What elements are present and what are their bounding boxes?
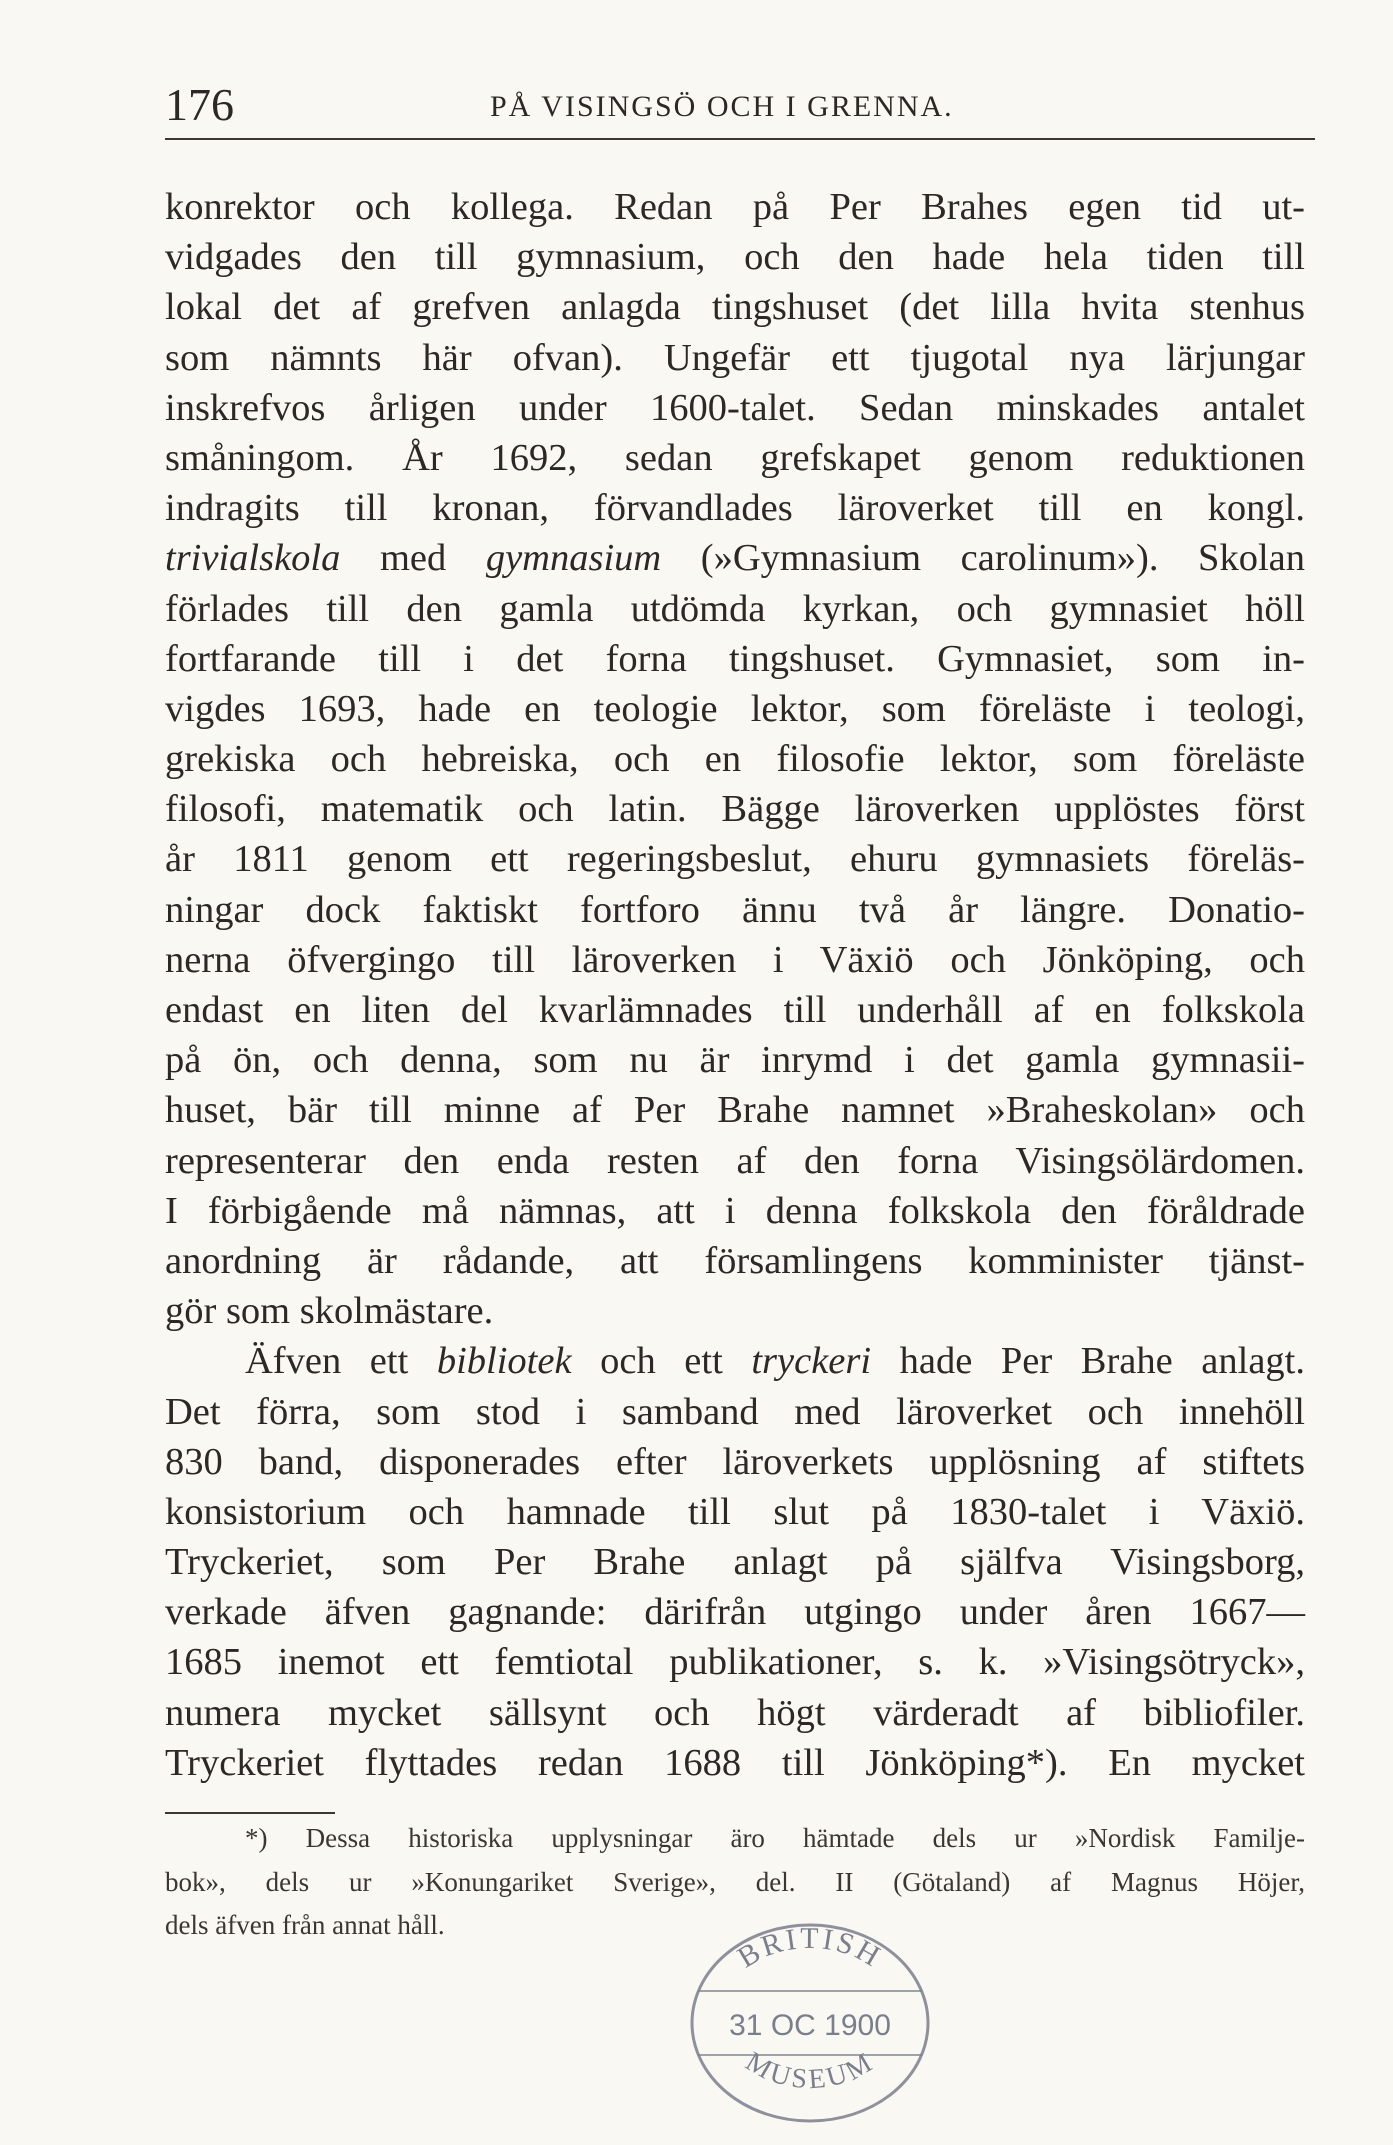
text-line: år 1811 genom ett regeringsbeslut, ehuru gymnasiets föreläs- — [165, 838, 1305, 881]
header-rule — [165, 138, 1315, 140]
stamp-top-text: BRITISH — [731, 1921, 888, 1975]
text-line: vidgades den till gymnasium, och den hade hela tiden till — [165, 236, 1305, 279]
text-line: huset, bär till minne af Per Brahe namnet »Braheskolan» och — [165, 1089, 1305, 1132]
footnote-line: *) Dessa historiska upplysningar äro hämtade dels ur »Nordisk Familje- — [245, 1823, 1305, 1853]
text-line: småningom. År 1692, sedan grefskapet genom reduktionen — [165, 436, 1305, 479]
text-line: Äfven ett bibliotek och ett tryckeri hade Per Brahe anlagt. — [245, 1340, 1305, 1383]
text-line: anordning är rådande, att församlingens komminister tjänst- — [165, 1239, 1305, 1282]
footnote-line: bok», dels ur »Konungariket Sverige», del. II (Götaland) af Magnus Höjer, — [165, 1866, 1305, 1897]
text-line: ningar dock faktiskt fortforo ännu två år längre. Donatio- — [165, 888, 1305, 931]
library-stamp — [680, 1905, 940, 2130]
text-line: förlades till den gamla utdömda kyrkan, och gymnasiet höll — [165, 587, 1305, 630]
body-text — [165, 182, 1305, 1788]
text-line: trivialskola med gymnasium (»Gymnasium carolinum»). Skolan — [165, 537, 1305, 580]
text-line: inskrefvos årligen under 1600-talet. Sedan minskades antalet — [165, 386, 1305, 429]
text-line: I förbigående må nämnas, att i denna folkskola den föråldrade — [165, 1189, 1305, 1232]
text-line: Det förra, som stod i samband med läroverket och innehöll — [165, 1390, 1305, 1433]
text-line: konrektor och kollega. Redan på Per Brahes egen tid ut- — [165, 186, 1305, 228]
text-line: filosofi, matematik och latin. Bägge läroverken upplöstes först — [165, 788, 1305, 831]
text-line: gör som skolmästare. — [165, 1290, 494, 1333]
svg-text:BRITISH — [732, 1922, 888, 1975]
italic-term: gymnasium — [485, 537, 662, 580]
stamp-date: 31 OC 1900 — [729, 2009, 891, 2042]
text-line: nerna öfvergingo till läroverken i Växiö och Jönköping, och — [165, 938, 1305, 981]
footnote-line: dels äfven från annat håll. — [165, 1910, 445, 1940]
text-line: vigdes 1693, hade en teologie lektor, som föreläste i teologi, — [165, 687, 1305, 730]
italic-term: trivialskola — [165, 537, 341, 580]
text-line: Tryckeriet, som Per Brahe anlagt på själfva Visingsborg, — [165, 1541, 1305, 1584]
text-line: på ön, och denna, som nu är inrymd i det gamla gymnasii- — [165, 1039, 1305, 1082]
text-line: 830 band, disponerades efter läroverkets upplösning af stiftets — [165, 1440, 1305, 1483]
italic-term: tryckeri — [751, 1340, 872, 1383]
page-number: 176 — [165, 79, 234, 130]
stamp-seal — [680, 1905, 940, 2130]
italic-term: bibliotek — [436, 1340, 572, 1383]
text-line: som nämnts här ofvan). Ungefär ett tjugotal nya lärjungar — [165, 336, 1305, 379]
text-line: indragits till kronan, förvandlades läroverket till en kongl. — [165, 487, 1305, 530]
running-title: PÅ VISINGSÖ OCH I GRENNA. — [490, 90, 954, 123]
text-line: 1685 inemot ett femtiotal publikationer, s. k. »Visingsötryck», — [165, 1641, 1305, 1684]
text-line: verkade äfven gagnande: därifrån utgingo under åren 1667— — [165, 1591, 1305, 1634]
text-line: konsistorium och hamnade till slut på 1830-talet i Växiö. — [165, 1490, 1305, 1533]
stamp-bottom-text: MUSEUM — [740, 2046, 880, 2096]
text-line: lokal det af grefven anlagda tingshuset (det lilla hvita stenhus — [165, 286, 1305, 329]
footnote-rule — [165, 1812, 335, 1814]
text-line: numera mycket sällsynt och högt värderadt af bibliofiler. — [165, 1691, 1305, 1734]
text-line: fortfarande till i det forna tingshuset. Gymnasiet, som in- — [165, 637, 1305, 680]
text-line: grekiska och hebreiska, och en filosofie lektor, som föreläste — [165, 738, 1305, 781]
text-line: endast en liten del kvarlämnades till underhåll af en folkskola — [165, 989, 1305, 1031]
text-line: representerar den enda resten af den forna Visingsölärdomen. — [165, 1139, 1305, 1182]
running-head — [165, 78, 1315, 128]
text-line: Tryckeriet flyttades redan 1688 till Jönköping*). En mycket — [165, 1741, 1305, 1784]
svg-text:MUSEUM — [740, 2046, 879, 2095]
